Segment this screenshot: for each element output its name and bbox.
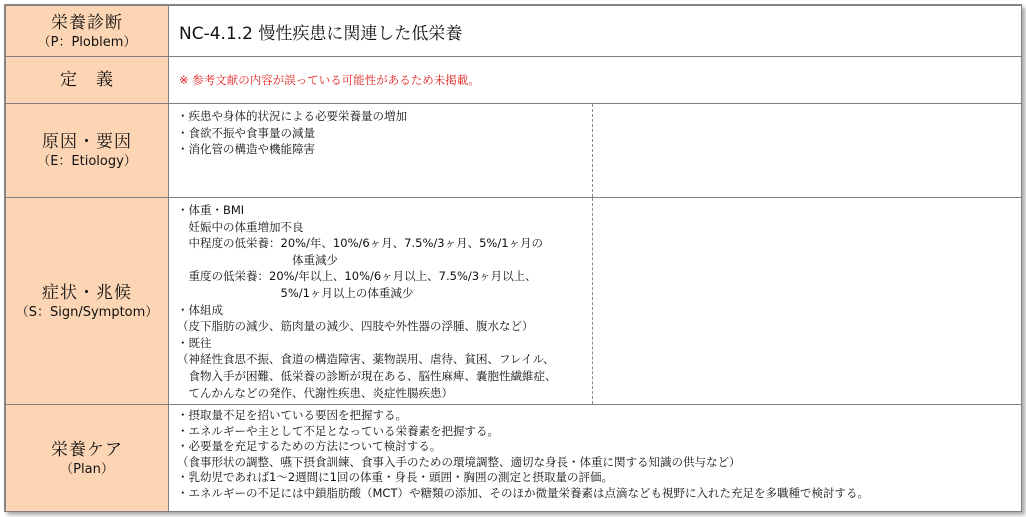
symptom-extra [593,198,1022,405]
list-item: ・エネルギーの不足には中鎖脂肪酸（MCT）や糖類の添加、そのほか微量栄養素は点滴なども視野に入れた充足を多職種で検討する。 [177,485,869,500]
nutrition-diagnosis-sheet [4,4,1022,512]
symptom-sub: （S：Sign/Symptom） [15,304,159,320]
list-item: 食物入手が困難、低栄養の診断が現在ある、脳性麻痺、嚢胞性繊維症、 [177,368,557,383]
care-sub: （Plan） [60,461,114,477]
care-header [6,405,169,512]
list-item: ・食欲不振や食事量の減量 [177,125,315,140]
etiology-sub: （E：Etiology） [37,154,137,169]
list-item: 中程度の低栄養：20%/年、10%/6ヶ月、7.5%/3ヶ月、5%/1ヶ月の [177,236,544,251]
diagnosis-header [6,6,169,57]
symptom-header [6,198,169,405]
list-item: （皮下脂肪の減少、筋肉量の減少、四肢や外性器の浮腫、腹水など） [177,319,534,334]
list-item: ・乳幼児であれば1～2週間に1回の体重・身長・頭囲・胸囲の測定と摂取量の評価。 [177,470,613,484]
list-item: ・消化管の構造や機能障害 [177,142,315,157]
etiology-label: 原因・要因 [42,132,132,152]
etiology-content [169,104,593,198]
etiology-extra [593,104,1022,198]
definition-value: ※ 参考文献の内容が誤っている可能性があるため未掲載。 [169,57,1022,104]
row-diagnosis [6,6,1022,57]
definition-label: 定 義 [60,70,114,90]
row-etiology [6,104,1022,198]
list-item: 妊娠中の体重増加不良 [177,219,304,234]
diagnosis-sub: （P：Ploblem） [37,34,137,50]
list-item: （食事形状の調整、嚥下摂食訓練、食事入手のための環境調整、適切な身長・体重に関する知識の供与など） [177,454,741,469]
list-item: ・体重・BMI [177,203,245,217]
list-item: 5%/1ヶ月以上の体重減少 [177,285,414,300]
list-item: ・疾患や身体的状況による必要栄養量の増加 [177,109,407,123]
row-symptom [6,198,1022,405]
care-label: 栄養ケア [51,439,123,460]
list-item: 体重減少 [177,252,338,267]
row-definition [6,57,1022,104]
list-item: ・必要量を充足するための方法について検討する。 [177,439,442,453]
list-item: ・体組成 [177,302,223,317]
care-content [169,405,1022,512]
row-care [6,405,1022,512]
diagnosis-table [5,5,1022,512]
etiology-list [169,104,592,158]
list-item: ・既往 [177,335,212,350]
care-list [169,405,1021,501]
symptom-label: 症状・兆候 [42,282,132,303]
list-item: （神経性食思不振、食道の構造障害、薬物誤用、虐待、貧困、フレイル、 [177,352,555,367]
definition-header [6,57,169,104]
list-item: てんかんなどの発作、代謝性疾患、炎症性腸疾患） [177,385,453,400]
etiology-header [6,104,169,198]
symptom-content [169,198,593,405]
list-item: 重度の低栄養：20%/年以上、10%/6ヶ月以上、7.5%/3ヶ月以上、 [177,269,537,284]
symptom-list [169,198,592,401]
diagnosis-label: 栄養診断 [51,12,123,33]
list-item: ・摂取量不足を招いている要因を把握する。 [177,408,407,422]
diagnosis-value: NC-4.1.2 慢性疾患に関連した低栄養 [169,6,1022,57]
list-item: ・エネルギーや主として不足となっている栄養素を把握する。 [177,423,499,438]
